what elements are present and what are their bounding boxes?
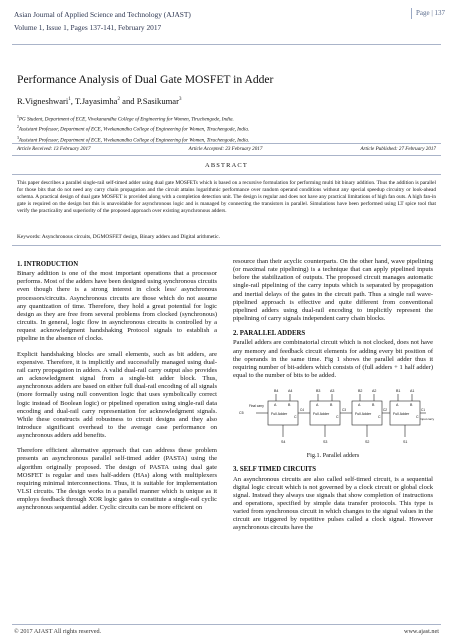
affiliation-item: $^1$PG Student, Department of ECE, Vivekanandha College of Engineering for Women, Tiruchengode, India.	[17, 115, 234, 123]
fig-block-label: Full Adder	[271, 412, 288, 417]
abstract-text: This paper describes a parallel single-rail self-timed adder using dual gate MOSFETs which is based on a recursive formulation for performing multi bit binary addition. Thus the addition is parallel for those bits that do not need any carry chain propagation and the circuit attains logarithmic performance over random operand conditions without any special speedup circuitry or look-ahead schema. A practical design of dual gate MOSFET is provided along with a completion detection unit. The design is regular and does not have any practical limitations of high fan outs. A high fan-in gate is required on the design but this is unavoidable for asynchronous logic and is managed by connecting the transistors in parallel. Simulations have been performed using LT spice tool that verify the practicality and superiority of the proposed approach over existing asynchronous adders.	[17, 180, 436, 214]
fig-pin-label: C	[378, 415, 381, 420]
dates-rule-top	[12, 143, 441, 144]
paragraph: Parallel adders are combinatorial circuit which is not clocked, does not have any memory and feedback circuit elements for adding every bit position of the operands in the same time. Fig 1 shows the parallel adder thus it requiring number of bit-adders which consists of (full adders + 1 half adder) equal to the number of bits to be added.	[233, 339, 433, 380]
section-heading-introduction: 1. INTRODUCTION	[17, 261, 79, 268]
header-rule	[12, 44, 441, 45]
author-list: R.Vigneshwari$^1$, T.Jayasimha$^2$ and P.Sasikumar$^3$	[17, 96, 182, 106]
date-published: Article Published: 27 February 2017	[360, 146, 436, 152]
paragraph: Therefore efficient alternative approach that can address these problem presents an asynchronous parallel self-timed adder (PASTA) using the algorithm originally proposed. The design of PASTA using dual gate MOSFET is regular and uses half-adders (HAs) along with multiplexers requiring minimal interconnections. Thus, it is suitable for implementation VLSI circuits. The design works in a parallel manner which is unique as it employs feedback through XOR logic gates to constitute a single-rail cyclic asynchronous sequential adder. Cyclic circuits can be more efficient on	[17, 447, 217, 512]
copyright: © 2017 AJAST All rights reserved.	[14, 628, 102, 635]
figure-caption: Fig.1. Parallel adders	[306, 452, 360, 460]
fig-carry-in-label: C1	[421, 408, 426, 413]
fig-input-label: A3	[330, 389, 335, 394]
abstract-rule-top	[12, 174, 441, 175]
page-footer	[14, 628, 439, 635]
abstract-rule-bottom	[12, 245, 441, 246]
fig-pin-label: A	[358, 403, 361, 408]
journal-header	[14, 8, 191, 34]
fig-input-label: A2	[372, 389, 377, 394]
fig-input-label: B4	[274, 389, 279, 394]
page-number: Page | 137	[411, 8, 445, 19]
fig-sum-label: S1	[403, 440, 408, 445]
fig-sum-label: S4	[281, 440, 286, 445]
section-heading-parallel-adders: 2. PARALLEL ADDERS	[233, 330, 306, 338]
author-name: P.Sasikumar	[136, 96, 179, 106]
fig-carry-label: C3	[342, 408, 347, 413]
fig-pin-label: B	[288, 403, 291, 408]
fig-pin-label: C	[336, 415, 339, 420]
paragraph: Binary addition is one of the most important operations that a processor performs. Most of the adders have been designed using synchronous circuits even though there is a strong interest in clock less/ asynchronous processors/circuits. Asynchronous circuits are those which do not assume any quantization of time. Therefore, they hold a great potential for logic design as they are free from several problems from clocked (synchronous) circuits. In general, logic flow in asynchronous circuits is controlled by a request acknowledgment handshaking Protocol signals to establish a pipeline in the absence of clocks.	[17, 270, 217, 343]
fig-pin-label: B	[330, 403, 333, 408]
section-heading-self-timed-circuits: 3. SELF TIMED CIRCUITS	[233, 466, 317, 474]
dates-rule-bottom	[12, 155, 441, 156]
fig-pin-label: C	[416, 415, 419, 420]
fig-input-label: B3	[316, 389, 321, 394]
affiliation-item: $^2$Assistant Professor, Department of ECE, Vivekanandha College of Engineering for Women, Tiruchengode, India.	[17, 125, 250, 133]
fig-block-label: Full Adder	[313, 412, 330, 417]
right-column	[233, 258, 433, 540]
journal-volume: Volume 1, Issue 1, Pages 137-141, February 2017	[14, 23, 162, 32]
journal-name: Asian Journal of Applied Science and Technology (AJAST)	[14, 10, 191, 19]
fig-pin-label: B	[372, 403, 375, 408]
fig-block-label: Full Adder	[355, 412, 372, 417]
article-dates	[17, 146, 436, 152]
fig-pin-label: C	[294, 415, 297, 420]
affiliations	[17, 114, 249, 145]
fig-pin-label: A	[274, 403, 277, 408]
fig-sum-label: S2	[365, 440, 370, 445]
left-column	[17, 258, 217, 520]
paragraph: An asynchronous circuits are also called self-timed circuit, is a sequential digital logic circuit which is not governed by a clock circuit or global clock signal. Instead they always use signals that show completion of instructions and operations, specified by simple data transfer protocols. This type is varied from synchronous circuit in which changes to the signal values in the circuit are triggered by repetitive pulses called a clock signal. However asynchronous circuits have the	[233, 475, 433, 532]
footer-rule	[12, 624, 441, 625]
fig-pin-label: B	[410, 403, 413, 408]
parallel-adder-figure	[238, 387, 435, 451]
fig-sum-label: S3	[323, 440, 328, 445]
fig-input-label: A4	[288, 389, 293, 394]
fig-carry-label: C4	[300, 408, 305, 413]
keywords: Keywords: Asynchronous circuits, DGMOSFET design, Binary adders and Digital arithmetic.	[17, 234, 220, 240]
paragraph: Explicit handshaking blocks are small elements, such as bit adders, are expensive. Therefore, it is implicitly and successfully managed using dual-rail carry propagation in adders. A valid dual-rail carry output also provides an acknowledgment signal from a single-bit adder block. Thus, asynchronous adders are based on either full dual-rail encoding of all signals (more formally using null convention logic that uses symbolically correct logic instead of Boolean logic) or pipelined operation using single-rail data encoding and dual-rail carry representation for acknowledgment signals. While these constructs add robustness to circuit designs and they also introduce significant overhead to the average case performance on asynchronous adders add benefits.	[17, 350, 217, 440]
fig-pin-label: A	[316, 403, 319, 408]
fig-input-label: A1	[410, 389, 415, 394]
date-accepted: Article Accepted: 23 February 2017	[188, 146, 263, 152]
fig-final-carry-label: Final carry	[249, 404, 264, 409]
author-name: T.Jayasimha	[74, 96, 118, 106]
fig-block-label: Full Adder	[393, 412, 410, 417]
fig-input-label: B1	[396, 389, 401, 394]
fig-pin-label: A	[396, 403, 399, 408]
paper-title: Performance Analysis of Dual Gate MOSFET in Adder	[17, 73, 274, 86]
fig-carry-out-label: C5	[239, 411, 244, 416]
abstract-title: ABSTRACT	[205, 162, 248, 169]
fig-input-label: B2	[358, 389, 363, 394]
paragraph: resource than their acyclic counterparts. On the other hand, wave pipelining (or maximal rate pipelining) is a technique that can apply pipelined inputs before the stabilization of outputs. The proposed circuit manages automatic single-rail pipelining of the carry inputs which is separated by propagation and inertial delays of the gates in the circuit path. Thus a single rail wave-pipelined approach is effective and quite different from conventional pipelined adders using dual-rail encoding to implicitly represent the pipelining of carry signals independent carry chain blocks.	[233, 258, 433, 323]
website-link[interactable]: www.ajast.net	[404, 628, 439, 635]
author-name: R.Vigneshwari	[17, 96, 69, 106]
fig-input-carry-label: Input carry	[420, 417, 435, 422]
affiliation-item: $^3$Assistant Professor, Department of ECE, Vivekanandha College of Engineering for Women, Tiruchengode, India.	[17, 135, 250, 144]
date-received: Article Received: 13 February 2017	[17, 146, 91, 152]
fig-carry-label: C2	[383, 408, 388, 413]
